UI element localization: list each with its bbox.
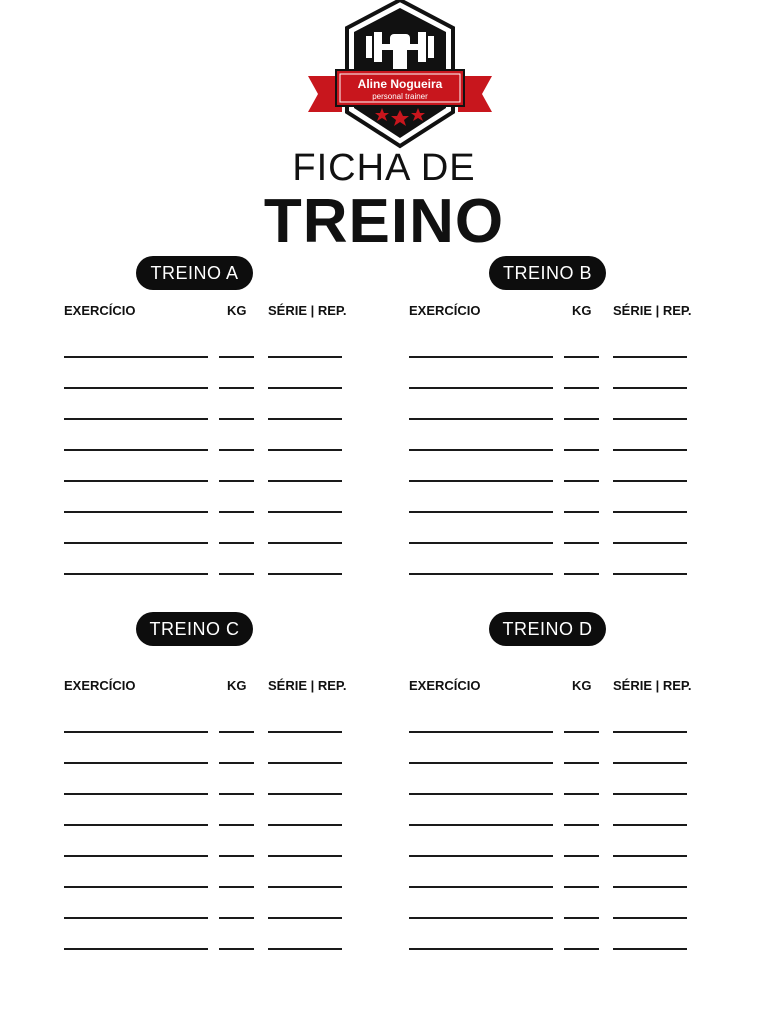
exercise-line xyxy=(409,948,553,950)
table-row[interactable] xyxy=(409,358,699,389)
section-treino-a xyxy=(64,256,364,596)
logo-emblem-icon xyxy=(300,0,500,150)
table-row[interactable] xyxy=(64,327,354,358)
page-title-line1: FICHA DE xyxy=(292,147,476,189)
sets-reps-line xyxy=(268,573,342,575)
section-label: TREINO B xyxy=(489,256,606,290)
column-header-sets-reps: SÉRIE | REP. xyxy=(268,678,347,693)
table-row[interactable] xyxy=(64,702,354,733)
kg-line xyxy=(219,948,254,950)
column-header-exercise: EXERCÍCIO xyxy=(64,303,136,318)
logo-name: Aline Nogueira xyxy=(357,77,443,91)
table-row[interactable] xyxy=(64,919,354,950)
column-header-exercise: EXERCÍCIO xyxy=(64,678,136,693)
column-header-exercise: EXERCÍCIO xyxy=(409,678,481,693)
brand-logo xyxy=(300,0,500,150)
exercise-line xyxy=(64,948,208,950)
table-row[interactable] xyxy=(409,513,699,544)
table-row[interactable] xyxy=(64,857,354,888)
table-row[interactable] xyxy=(64,420,354,451)
column-header-exercise: EXERCÍCIO xyxy=(409,303,481,318)
table-row[interactable] xyxy=(409,482,699,513)
table-row[interactable] xyxy=(409,919,699,950)
table-row[interactable] xyxy=(409,826,699,857)
column-header-kg: KG xyxy=(572,678,592,693)
column-header-kg: KG xyxy=(572,303,592,318)
kg-line xyxy=(219,573,254,575)
table-row[interactable] xyxy=(64,451,354,482)
table-row[interactable] xyxy=(409,451,699,482)
column-header-sets-reps: SÉRIE | REP. xyxy=(268,303,347,318)
sets-reps-line xyxy=(613,948,687,950)
exercise-rows xyxy=(64,702,354,950)
column-header-kg: KG xyxy=(227,678,247,693)
exercise-rows xyxy=(409,327,699,575)
table-row[interactable] xyxy=(409,420,699,451)
section-treino-d xyxy=(409,612,709,952)
table-row[interactable] xyxy=(64,888,354,919)
table-row[interactable] xyxy=(409,702,699,733)
table-row[interactable] xyxy=(409,544,699,575)
sets-reps-line xyxy=(613,573,687,575)
exercise-rows xyxy=(64,327,354,575)
table-row[interactable] xyxy=(64,544,354,575)
section-treino-b xyxy=(409,256,709,596)
exercise-rows xyxy=(409,702,699,950)
exercise-line xyxy=(409,573,553,575)
table-row[interactable] xyxy=(64,482,354,513)
table-row[interactable] xyxy=(64,733,354,764)
table-row[interactable] xyxy=(409,327,699,358)
section-label: TREINO D xyxy=(489,612,606,646)
column-header-sets-reps: SÉRIE | REP. xyxy=(613,303,692,318)
logo-subtitle: personal trainer xyxy=(372,92,428,101)
table-row[interactable] xyxy=(409,389,699,420)
column-header-sets-reps: SÉRIE | REP. xyxy=(613,678,692,693)
kg-line xyxy=(564,573,599,575)
table-row[interactable] xyxy=(409,764,699,795)
kg-line xyxy=(564,948,599,950)
page-title-line2: TREINO xyxy=(263,187,505,256)
table-row[interactable] xyxy=(409,857,699,888)
table-row[interactable] xyxy=(409,795,699,826)
section-treino-c xyxy=(64,612,364,952)
table-row[interactable] xyxy=(64,513,354,544)
column-header-kg: KG xyxy=(227,303,247,318)
table-row[interactable] xyxy=(64,826,354,857)
table-row[interactable] xyxy=(64,389,354,420)
exercise-line xyxy=(64,573,208,575)
section-label: TREINO A xyxy=(136,256,253,290)
table-row[interactable] xyxy=(409,733,699,764)
table-row[interactable] xyxy=(64,795,354,826)
sets-reps-line xyxy=(268,948,342,950)
table-row[interactable] xyxy=(409,888,699,919)
table-row[interactable] xyxy=(64,358,354,389)
table-row[interactable] xyxy=(64,764,354,795)
section-label: TREINO C xyxy=(136,612,253,646)
